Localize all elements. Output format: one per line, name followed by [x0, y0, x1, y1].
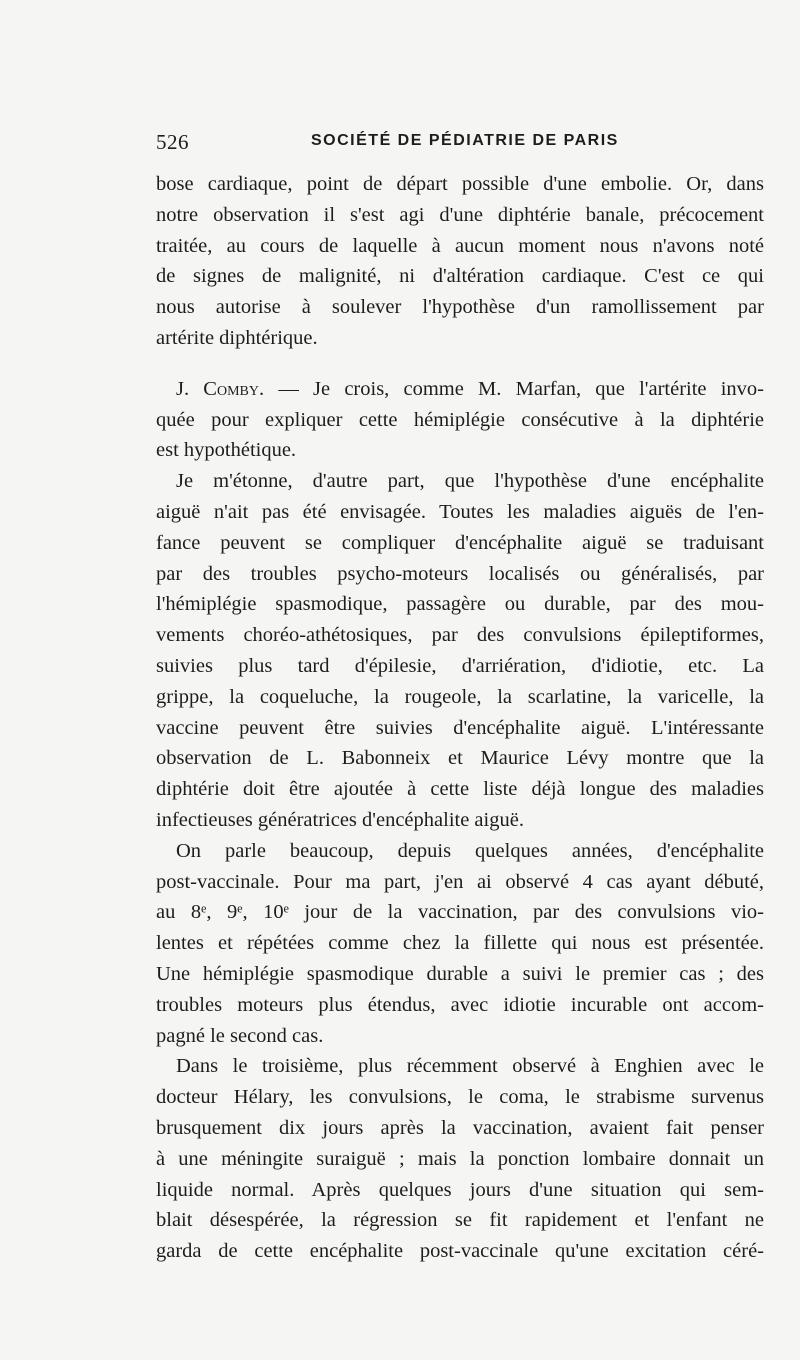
text-line: liquide normal. Après quelques jours d'une situation qui sem- [156, 1178, 764, 1201]
body-text [156, 169, 764, 1267]
text-line: Une hémiplégie spasmodique durable a suivi le premier cas ; des [156, 962, 764, 985]
text-line [156, 374, 764, 405]
paragraph-1 [156, 169, 764, 354]
text-line: grippe, la coqueluche, la rougeole, la scarlatine, la varicelle, la [156, 685, 764, 708]
text-line: docteur Hélary, les convulsions, le coma, le strabisme survenus [156, 1086, 764, 1109]
text-line: lentes et répétées comme chez la fillette qui nous est présentée. [156, 932, 764, 955]
text-line: vaccine peuvent être suivies d'encéphalite aiguë. L'intéressante [156, 716, 764, 739]
text-line: brusquement dix jours après la vaccination, avaient fait penser [156, 1116, 764, 1139]
text-line: garda de cette encéphalite post-vaccinale qu'une excitation céré- [156, 1240, 764, 1263]
text-line: est hypothétique. [156, 439, 297, 462]
text-line: suivies plus tard d'épilesie, d'arriération, d'idiotie, etc. La [156, 654, 764, 677]
text-line: notre observation il s'est agi d'une diphtérie banale, précocement [156, 203, 764, 226]
text-line: diphtérie doit être ajoutée à cette liste déjà longue des maladies [156, 778, 764, 801]
text-line: bose cardiaque, point de départ possible d'une embolie. Or, dans [156, 173, 764, 195]
text-line: traitée, au cours de laquelle à aucun moment nous n'avons noté [156, 234, 764, 257]
text-line: de signes de malignité, ni d'altération cardiaque. C'est ce qui [156, 265, 764, 288]
text-line: pagné le second cas. [156, 1024, 324, 1047]
text-line: post-vaccinale. Pour ma part, j'en ai observé 4 cas ayant débuté, [156, 870, 764, 893]
text-line: au 8ᵉ, 9ᵉ, 10ᵉ jour de la vaccination, par des convulsions vio- [156, 901, 764, 924]
text-line: vements choréo-athétosiques, par des convulsions épileptiformes, [156, 624, 764, 647]
text-line: par des troubles psycho-moteurs localisés ou généralisés, par [156, 562, 764, 585]
text-line: troubles moteurs plus étendus, avec idiotie incurable ont accom- [156, 993, 764, 1016]
text-line: On parle beaucoup, depuis quelques années, d'encéphalite [176, 839, 764, 862]
text-line: à une méningite suraiguë ; mais la ponction lombaire donnait un [156, 1147, 764, 1170]
page-number: 526 [156, 130, 189, 154]
running-head [156, 130, 764, 156]
text-line: aiguë n'ait pas été envisagée. Toutes les maladies aiguës de l'en- [156, 500, 764, 523]
text-line-rest: . — Je crois, comme M. Marfan, que l'artérite invo- [259, 377, 764, 400]
text-line: nous autorise à soulever l'hypothèse d'un ramollissement par [156, 296, 764, 319]
text-line: infectieuses génératrices d'encéphalite aiguë. [156, 808, 524, 831]
text-line: Dans le troisième, plus récemment observé à Enghien avec le [176, 1055, 764, 1078]
text-line: l'hémiplégie spasmodique, passagère ou durable, par des mou- [156, 593, 764, 616]
running-title: SOCIÉTÉ DE PÉDIATRIE DE PARIS [311, 132, 619, 149]
text-line: observation de L. Babonneix et Maurice Lévy montre que la [156, 747, 764, 770]
paragraph-2 [156, 374, 764, 466]
paragraph-spacer [156, 354, 764, 374]
speaker-name: J. Comby [176, 377, 259, 400]
text-line: artérite diphtérique. [156, 326, 318, 349]
paragraph-3 [156, 466, 764, 836]
text-line: blait désespérée, la régression se fit rapidement et l'enfant ne [156, 1209, 764, 1232]
text-line: Je m'étonne, d'autre part, que l'hypothèse d'une encéphalite [176, 470, 764, 493]
text-line: quée pour expliquer cette hémiplégie consécutive à la diphtérie [156, 408, 764, 431]
text-line: fance peuvent se compliquer d'encéphalite aiguë se traduisant [156, 531, 764, 554]
paragraph-4 [156, 836, 764, 1052]
paragraph-5 [156, 1051, 764, 1267]
